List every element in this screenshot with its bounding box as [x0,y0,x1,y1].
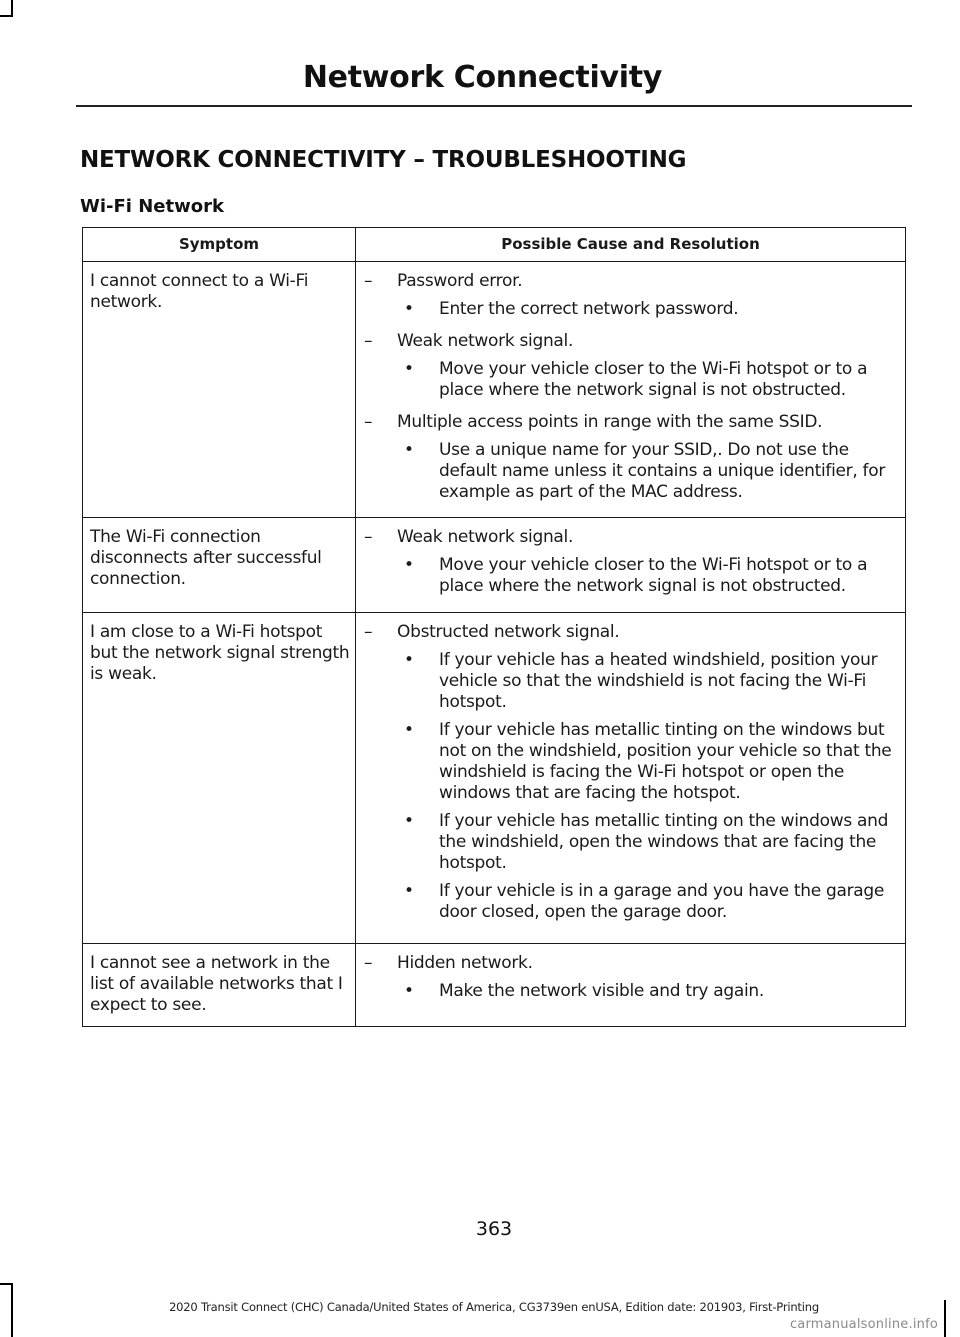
crop-mark-top-left-h [0,15,13,17]
cause-block [364,622,901,923]
cause-cell [356,613,906,944]
table-row [83,262,906,518]
cause-item [364,412,901,433]
table-header-row [83,228,906,262]
resolution-text: If your vehicle is in a garage and you have the garage door closed, open the garage door. [439,881,885,922]
dash-marker: – [364,331,373,351]
resolution-text: Move your vehicle closer to the Wi-Fi hotspot or to a place where the network signal is not obstructed. [439,555,868,596]
bullet-marker: • [404,720,414,740]
cause-text: Multiple access points in range with the same SSID. [397,412,823,432]
table-row [83,613,906,944]
bullet-marker: • [404,299,414,319]
resolution-item [364,440,901,503]
table-row [83,944,906,1027]
resolution-text: Make the network visible and try again. [439,981,765,1001]
footer-edition-info: 2020 Transit Connect (CHC) Canada/United States of America, CG3739en enUSA, Edition date: 201903, First-Printing [169,1300,819,1314]
column-header-symptom: Symptom [83,228,356,262]
resolution-text: Move your vehicle closer to the Wi-Fi hotspot or to a place where the network signal is not obstructed. [439,359,868,400]
cause-item [364,271,901,292]
cause-cell [356,262,906,518]
crop-mark-bottom-left-h [0,1283,13,1285]
cause-block [364,527,901,597]
cause-cell [356,944,906,1027]
cause-text: Weak network signal. [397,527,574,547]
resolution-text: Use a unique name for your SSID,. Do not use the default name unless it contains a unique identifier, for example as part of the MAC address. [439,440,886,502]
cause-text: Obstructed network signal. [397,622,620,642]
bullet-marker: • [404,881,414,901]
symptom-cell: I cannot connect to a Wi-Fi network. [83,262,356,518]
column-header-cause: Possible Cause and Resolution [356,228,906,262]
resolution-item [364,650,901,713]
cause-block [364,953,901,1002]
resolution-item [364,359,901,401]
bullet-marker: • [404,811,414,831]
cause-text: Weak network signal. [397,331,574,351]
resolution-text: If your vehicle has metallic tinting on the windows and the windshield, open the windows that are facing the hotspot. [439,811,889,873]
table-body [83,262,906,1027]
symptom-cell: I am close to a Wi-Fi hotspot but the network signal strength is weak. [83,613,356,944]
dash-marker: – [364,271,373,291]
chapter-title: Network Connectivity [302,60,662,95]
resolution-text: If your vehicle has metallic tinting on the windows but not on the windshield, position your vehicle so that the windshield is facing the Wi-Fi hotspot or open the windows that are facing the hotspot. [439,720,892,803]
cause-block [364,271,901,320]
page-number: 363 [475,1218,513,1240]
cause-text: Hidden network. [397,953,533,973]
subsection-title: Wi-Fi Network [80,196,224,217]
resolution-item [364,555,901,597]
resolution-item [364,881,901,923]
bullet-marker: • [404,981,414,1001]
bullet-marker: • [404,555,414,575]
resolution-text: If your vehicle has a heated windshield, position your vehicle so that the windshield is not facing the Wi-Fi hotspot. [439,650,878,712]
header-divider [76,105,912,107]
cause-item [364,527,901,548]
cause-block [364,331,901,401]
resolution-text: Enter the correct network password. [439,299,739,319]
dash-marker: – [364,412,373,432]
dash-marker: – [364,527,373,547]
bullet-marker: • [404,650,414,670]
cause-item [364,331,901,352]
bullet-marker: • [404,440,414,460]
symptom-cell: The Wi-Fi connection disconnects after successful connection. [83,518,356,613]
table-row [83,518,906,613]
bullet-marker: • [404,359,414,379]
cause-item [364,622,901,643]
section-title: NETWORK CONNECTIVITY – TROUBLESHOOTING [80,147,687,173]
resolution-item [364,981,901,1002]
dash-marker: – [364,953,373,973]
troubleshooting-table [82,227,906,1027]
cause-block [364,412,901,503]
resolution-item [364,720,901,804]
watermark: carmanualsonline.info [789,1317,938,1332]
symptom-cell: I cannot see a network in the list of available networks that I expect to see. [83,944,356,1027]
resolution-item [364,811,901,874]
resolution-item [364,299,901,320]
cause-cell [356,518,906,613]
dash-marker: – [364,622,373,642]
cause-item [364,953,901,974]
cause-text: Password error. [397,271,523,291]
